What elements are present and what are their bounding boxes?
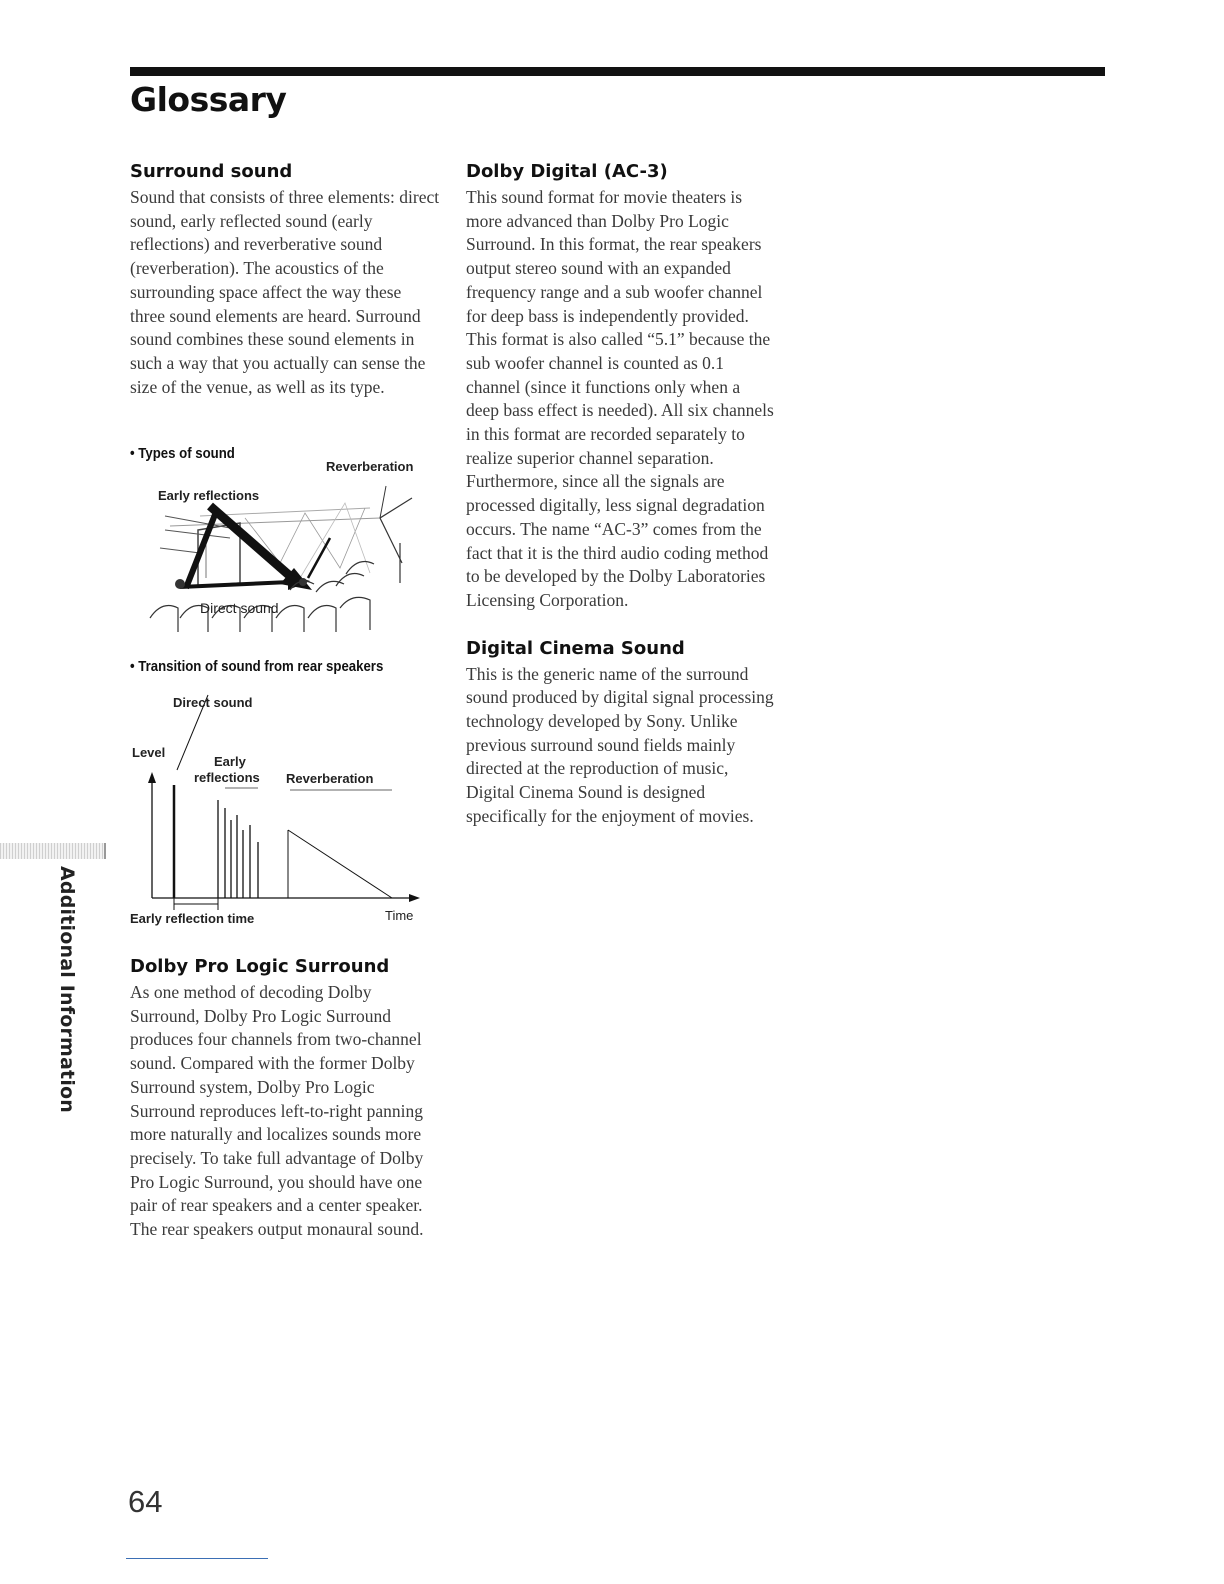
label-early-reflection-time: Early reflection time (130, 911, 255, 926)
footer-rule (126, 1558, 268, 1559)
label-reverberation: Reverberation (326, 459, 414, 474)
reverberation-decay (288, 830, 392, 898)
term-heading: Surround sound (130, 161, 293, 182)
left-column (130, 160, 440, 399)
page-number: 64 (128, 1484, 163, 1519)
term-body: As one method of decoding Dolby Surround, Dolby Pro Logic Surround produces four channels from two-channel sound. Compared with the former Dolby Surround system, Dolby Pro Logic Surround reproduces left-to-right panning more naturally and localizes sounds more precisely. To take full advantage of Dolby Pro Logic Surround, you should have one pair of rear speakers and a center speaker. The rear speakers output monaural sound. (130, 982, 424, 1240)
term-body: This is the generic name of the surround sound produced by digital signal processing technology developed by Sony. Unlike previous surround sound fields mainly directed at the reproduction of music, Digital Cinema Sound is designed specifically for the enjoyment of movies. (466, 663, 774, 826)
title-rule (130, 67, 1105, 76)
label-level: Level (132, 745, 166, 760)
term-body: This sound format for movie theaters is more advanced than Dolby Pro Logic Surround. In this format, the rear speakers output stereo sound with an expanded frequency range and a sub woofer channel for deep bass is independently provided. This format is also called “5.1” because the sub woofer channel is counted as 0.1 channel (since it functions only when a deep bass effect is needed). All six channels in this format are recorded separately to realize superior channel separation. Furthermore, since all the signals are processed digitally, less signal degradation occurs. The name “AC-3” comes from the fact that it is the third audio coding method to be developed by the Dolby Laboratories Licensing Corporation. (466, 187, 774, 610)
transition-chart (130, 690, 430, 910)
label-direct-sound-2: Direct sound (173, 695, 253, 710)
entry-digital-cinema-sound (466, 637, 776, 829)
label-time: Time (385, 908, 414, 923)
entry-dolby-digital (466, 160, 776, 613)
term-heading: Digital Cinema Sound (466, 637, 685, 659)
label-early-1: Early (214, 754, 246, 769)
right-column (466, 160, 776, 829)
figure-transition-heading: • Transition of sound from rear speakers (130, 658, 384, 675)
entry-pro-logic (130, 955, 440, 1242)
entry-surround-sound (130, 160, 440, 399)
term-heading: Dolby Pro Logic Surround (130, 956, 390, 977)
early-reflection-bars (218, 800, 258, 898)
section-tab-label: Additional Information (56, 866, 78, 1114)
label-reverberation-2: Reverberation (286, 771, 374, 786)
section-tab-marker (0, 843, 106, 859)
theater-illustration (140, 478, 430, 658)
page-title: Glossary (130, 80, 287, 119)
label-early-reflections: Early reflections (158, 488, 260, 503)
figure-types-heading: • Types of sound (130, 445, 235, 462)
label-direct-sound: Direct sound (200, 600, 279, 616)
term-body: Sound that consists of three elements: direct sound, early reflected sound (early reflections) and reverberative sound (reverberation). The acoustics of the surrounding space affect the way these three sound elements are heard. Surround sound combines these sound elements in such a way that you actually can sense the size of the venue, as well as its type. (130, 187, 440, 397)
term-heading: Dolby Digital (AC-3) (466, 161, 668, 182)
label-early-2: reflections (194, 770, 260, 785)
